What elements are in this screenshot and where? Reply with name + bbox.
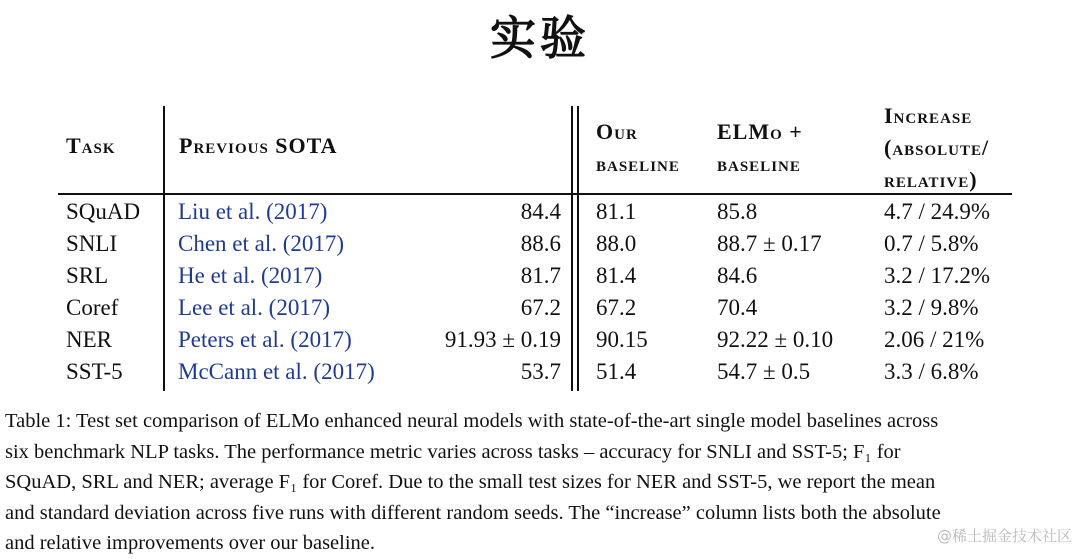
- cell-elmo: 92.22 ± 0.10: [717, 327, 834, 352]
- cell-task: Coref: [66, 295, 119, 320]
- cell-sota: 88.6: [520, 231, 561, 256]
- cell-increase: 3.2 / 17.2%: [884, 263, 991, 288]
- cell-baseline: 88.0: [596, 231, 637, 256]
- header-elmo-2: baseline: [717, 151, 801, 176]
- cell-elmo: 84.6: [717, 263, 758, 288]
- header-task: Task: [66, 133, 116, 158]
- cell-elmo: 88.7 ± 0.17: [717, 231, 822, 256]
- cell-sota: 84.4: [520, 199, 561, 224]
- cell-sota: 53.7: [520, 359, 561, 384]
- cell-task: SST-5: [66, 359, 123, 384]
- cell-elmo: 85.8: [717, 199, 758, 224]
- header-our-baseline-2: baseline: [596, 151, 680, 176]
- cell-elmo: 70.4: [717, 295, 758, 320]
- cell-task: SRL: [66, 263, 109, 288]
- header-rule: [58, 193, 1012, 195]
- cell-baseline: 90.15: [596, 327, 648, 352]
- cell-sota: 91.93 ± 0.19: [444, 327, 561, 352]
- cell-task: NER: [66, 327, 112, 352]
- caption-line: SQuAD, SRL and NER; average F₁ for Coref. Due to the small test sizes for NER and SST-5, we report the mean: [5, 471, 936, 493]
- slide-title: 实验: [490, 11, 590, 65]
- cell-baseline: 51.4: [596, 359, 637, 384]
- cell-sota: 67.2: [520, 295, 561, 320]
- cell-increase: 3.3 / 6.8%: [884, 359, 979, 384]
- double-divider-left: [571, 106, 573, 391]
- citation-link[interactable]: Lee et al. (2017): [178, 295, 330, 320]
- cell-increase: 2.06 / 21%: [884, 327, 985, 352]
- header-increase-3: relative): [884, 167, 978, 192]
- column-divider: [163, 106, 165, 391]
- citation-link[interactable]: McCann et al. (2017): [178, 359, 375, 384]
- table-caption: [5, 406, 1073, 559]
- caption-line: and standard deviation across five runs with different random seeds. The “increase” column lists both the absolute: [5, 501, 941, 524]
- header-previous-sota: Previous SOTA: [179, 133, 338, 158]
- citation-link[interactable]: Liu et al. (2017): [178, 199, 328, 224]
- caption-line: Table 1: Test set comparison of ELMo enhanced neural models with state-of-the-art single model baselines across: [5, 410, 939, 432]
- watermark: @稀土掘金技术社区: [936, 527, 1072, 545]
- cell-increase: 0.7 / 5.8%: [884, 231, 979, 256]
- cell-baseline: 81.1: [596, 199, 637, 224]
- cell-increase: 4.7 / 24.9%: [884, 199, 991, 224]
- results-table: [58, 100, 1058, 400]
- cell-task: SQuAD: [66, 199, 141, 224]
- cell-baseline: 67.2: [596, 295, 637, 320]
- caption-line: and relative improvements over our baseline.: [5, 532, 376, 554]
- header-elmo-1: ELMo +: [717, 119, 803, 144]
- header-our-baseline-1: Our: [596, 119, 638, 144]
- header-increase-2: (absolute/: [884, 135, 990, 160]
- citation-link[interactable]: Peters et al. (2017): [178, 327, 352, 352]
- cell-sota: 81.7: [520, 263, 561, 288]
- cell-increase: 3.2 / 9.8%: [884, 295, 979, 320]
- citation-link[interactable]: Chen et al. (2017): [178, 231, 345, 256]
- cell-task: SNLI: [66, 231, 118, 256]
- citation-link[interactable]: He et al. (2017): [178, 263, 323, 288]
- cell-baseline: 81.4: [596, 263, 637, 288]
- header-increase-1: Increase: [884, 103, 973, 128]
- cell-elmo: 54.7 ± 0.5: [717, 359, 811, 384]
- double-divider-right: [577, 106, 579, 391]
- caption-line: six benchmark NLP tasks. The performance metric varies across tasks – accuracy for SNLI and SST-5; F₁ for: [5, 440, 901, 463]
